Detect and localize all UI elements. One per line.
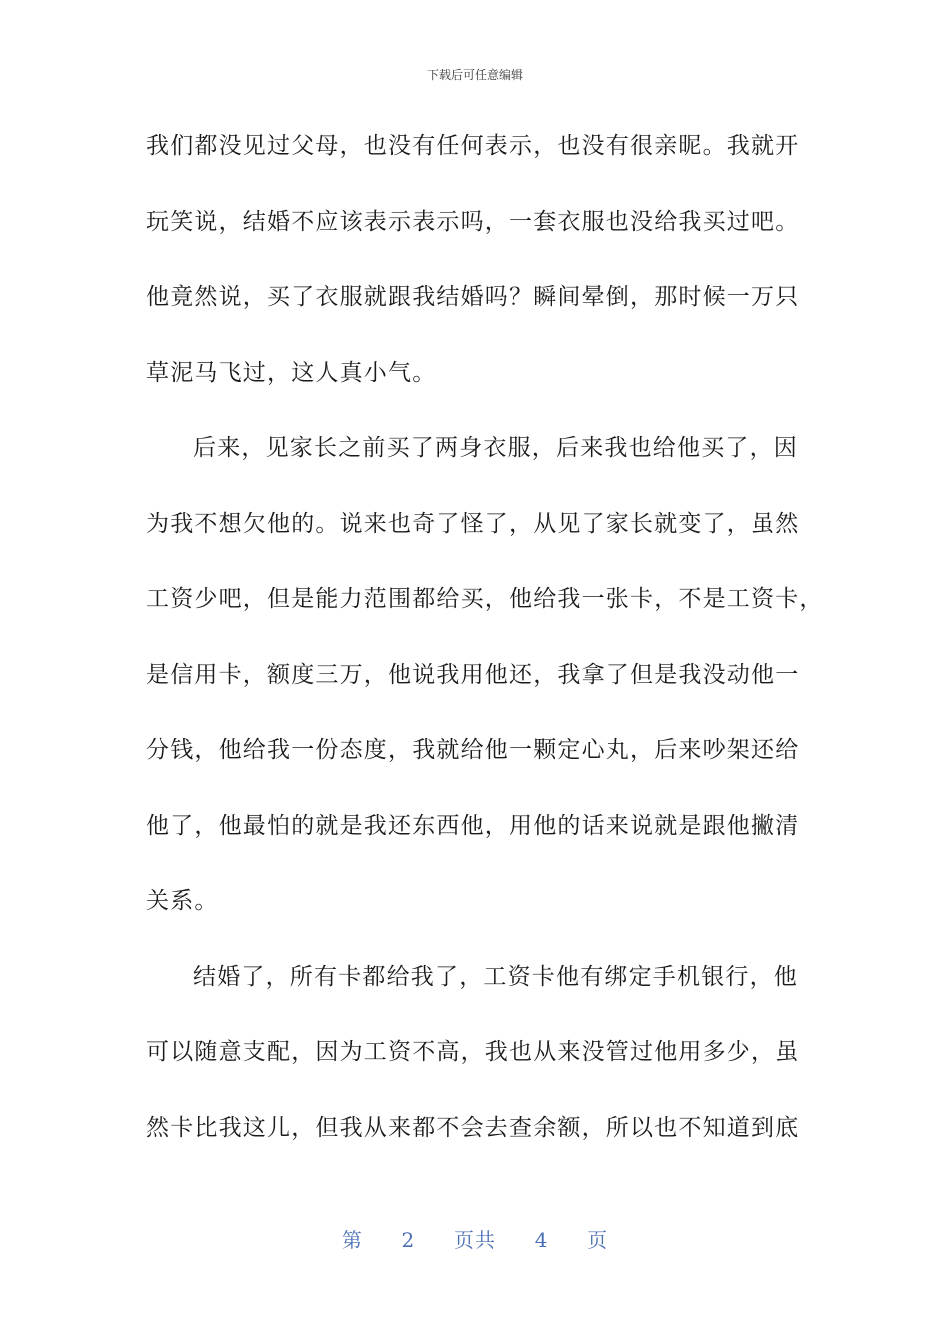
text-line: 为我不想欠他的。说来也奇了怪了，从见了家长就变了，虽然 [146,510,800,537]
text-line: 玩笑说，结婚不应该表示表示吗，一套衣服也没给我买过吧。 [146,208,800,235]
document-body [146,126,824,1183]
text-line: 是信用卡，额度三万，他说我用他还，我拿了但是我没动他一 [146,661,800,688]
text-line: 可以随意支配，因为工资不高，我也从来没管过他用多少，虽 [146,1039,800,1065]
footer-middle: 页共 [454,1228,496,1252]
text-line: 后来，见家长之前买了两身衣服，后来我也给他买了，因 [193,435,798,461]
text-line: 然卡比我这儿，但我从来都不会去查余额，所以也不知道到底 [146,1114,800,1141]
text-line: 他了，他最怕的就是我还东西他，用他的话来说就是跟他撇清 [146,812,800,839]
text-line: 他竟然说，买了衣服就跟我结婚吗？瞬间晕倒，那时候一万只 [146,284,800,310]
total-pages-number: 4 [534,1228,549,1252]
footer-suffix: 页 [587,1228,609,1252]
text-line: 关系。 [146,888,219,914]
page-footer [0,1224,950,1253]
text-line: 我们都没见过父母，也没有任何表示，也没有很亲昵。我就开 [146,133,800,159]
text-line: 结婚了，所有卡都给我了，工资卡他有绑定手机银行，他 [193,963,798,990]
text-line: 草泥马飞过，这人真小气。 [146,359,437,386]
header-note: 下载后可任意编辑 [426,68,523,82]
text-line: 工资少吧，但是能力范围都给买，他给我一张卡，不是工资卡， [146,586,824,612]
text-line: 分钱，他给我一份态度，我就给他一颗定心丸，后来吵架还给 [146,737,800,763]
current-page-number: 2 [401,1228,416,1252]
footer-prefix: 第 [341,1228,363,1252]
